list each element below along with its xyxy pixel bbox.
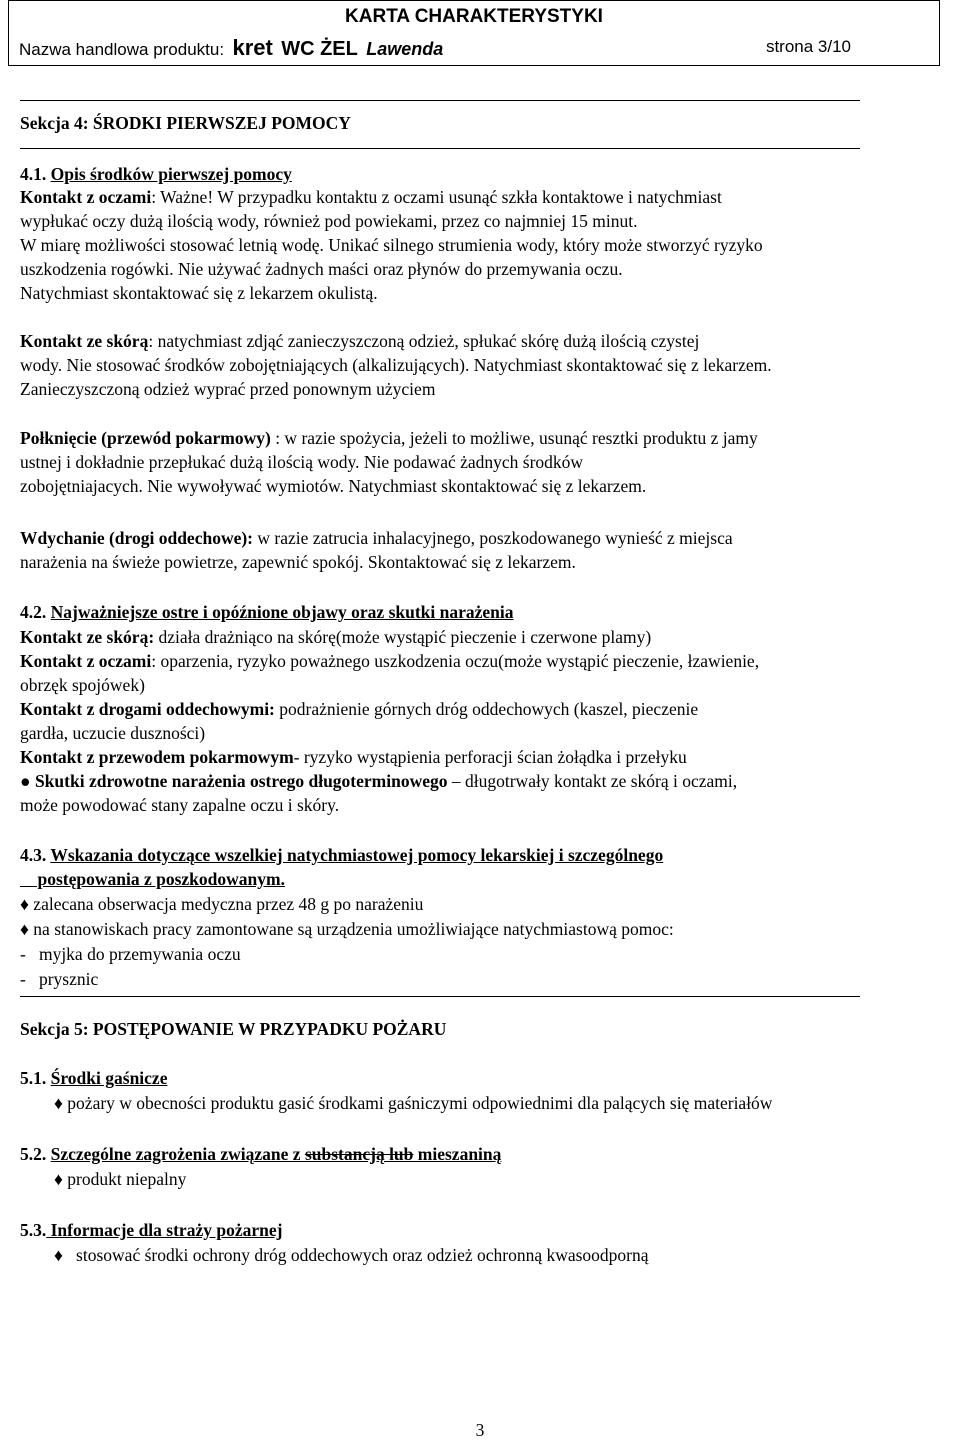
skin-label: Kontakt ze skórą [20, 331, 149, 351]
eyes-line-2: wypłukać oczy dużą ilością wody, również pod powiekami, przez co najmniej 15 minut. [20, 211, 638, 231]
document-title: KARTA CHARAKTERYSTYKI [345, 6, 603, 27]
divider [20, 996, 860, 997]
s42-resp-line-1: Kontakt z drogami oddechowymi: podrażnienie górnych dróg oddechowych (kaszel, pieczenie [20, 699, 699, 719]
skin-line-1: Kontakt ze skórą: natychmiast zdjąć zanieczyszczoną odzież, spłukać skórę dużą ilością czystej [20, 331, 700, 351]
subsection-4-1: 4.1. Opis środków pierwszej pomocy [20, 164, 292, 184]
s42-long-line-2: może powodować stany zapalne oczu i skóry. [20, 795, 340, 815]
subsection-4-2: 4.2. Najważniejsze ostre i opóźnione objawy oraz skutki narażenia [20, 602, 514, 622]
page-number: 3 [475, 1420, 485, 1440]
s43-bullet-2: ♦ na stanowiskach pracy zamontowane są urządzenia umożliwiające natychmiastową pomoc: [20, 919, 674, 939]
s42-long-line-1: ● Skutki zdrowotne narażenia ostrego długoterminowego – długotrwały kontakt ze skórą i oczami, [20, 771, 738, 791]
s52-bullet: ♦ produkt niepalny [54, 1169, 187, 1189]
subsection-5-3-title: Informacje dla straży pożarnej [46, 1220, 283, 1240]
section-4-title: Sekcja 4: ŚRODKI PIERWSZEJ POMOCY [20, 113, 351, 133]
divider [20, 100, 860, 101]
eyes-label: Kontakt z oczami [20, 187, 152, 207]
product-type: WC ŻEL [281, 38, 358, 60]
eyes-line-3: W miarę możliwości stosować letnią wodę. Unikać silnego strumienia wody, który może stworzyć ryzyko [20, 235, 763, 255]
eyes-line-4: uszkodzenia rogówki. Nie używać żadnych maści oraz płynów do przemywania oczu. [20, 259, 623, 279]
subsection-5-3: 5.3. Informacje dla straży pożarnej [20, 1220, 283, 1240]
swallow-line-2: ustnej i dokładnie przepłukać dużą ilością wody. Nie podawać żadnych środków [20, 452, 584, 472]
document-header [8, 0, 940, 66]
skin-line-3: Zanieczyszczoną odzież wyprać przed ponownym użyciem [20, 379, 436, 399]
s42-eyes-line-2: obrzęk spojówek) [20, 675, 145, 695]
s51-bullet: ♦ pożary w obecności produktu gasić środkami gaśniczymi odpowiednimi dla palących się materiałów [54, 1093, 773, 1113]
eyes-line-1: Kontakt z oczami: Ważne! W przypadku kontaktu z oczami usunąć szkła kontaktowe i natychmiast [20, 187, 722, 207]
inhalation-line-1: Wdychanie (drogi oddechowe): w razie zatrucia inhalacyjnego, poszkodowanego wynieść z miejsca [20, 528, 733, 548]
swallow-line-3: zobojętniajacych. Nie wywoływać wymiotów. Natychmiast skontaktować się z lekarzem. [20, 476, 647, 496]
page-indicator: strona 3/10 [765, 37, 851, 56]
product-brand: kret [232, 35, 273, 60]
s42-gi-line: Kontakt z przewodem pokarmowym- ryzyko wystąpienia perforacji ścian żołądka i przełyku [20, 747, 687, 767]
subsection-4-3: 4.3. Wskazania dotyczące wszelkiej natychmiastowej pomocy lekarskiej i szczególnego [20, 845, 664, 865]
s53-bullet: ♦ stosować środki ochrony dróg oddechowych oraz odzież ochronną kwasoodporną [54, 1245, 649, 1265]
subsection-4-3-title-2: postępowania z poszkodowanym. [20, 869, 285, 889]
section-5-title: Sekcja 5: POSTĘPOWANIE W PRZYPADKU POŻARU [20, 1019, 447, 1039]
swallow-label: Połknięcie (przewód pokarmowy) [20, 428, 271, 448]
divider [20, 148, 860, 149]
s42-resp-line-2: gardła, uczucie duszności) [20, 723, 206, 743]
product-label: Nazwa handlowa produktu: [19, 40, 225, 59]
inhalation-label: Wdychanie (drogi oddechowe): [20, 528, 254, 548]
product-variant: Lawenda [366, 39, 444, 59]
eyes-line-5: Natychmiast skontaktować się z lekarzem okulistą. [20, 283, 378, 303]
skin-line-2: wody. Nie stosować środków zobojętniających (alkalizujących). Natychmiast skontaktować się z lekarzem. [20, 355, 772, 375]
s42-skin-line: Kontakt ze skórą: działa drażniąco na skórę(może wystąpić pieczenie i czerwone plamy) [20, 627, 652, 647]
subsection-4-3-title: Wskazania dotyczące wszelkiej natychmiastowej pomocy lekarskiej i szczególnego [50, 845, 664, 865]
product-name-row [19, 35, 929, 59]
s42-eyes-line-1: Kontakt z oczami: oparzenia, ryzyko poważnego uszkodzenia oczu(może wystąpić pieczenie, łzawienie, [20, 651, 760, 671]
s43-bullet-1: ♦ zalecana obserwacja medyczna przez 48 g po narażeniu [20, 894, 424, 914]
inhalation-line-2: narażenia na świeże powietrze, zapewnić spokój. Skontaktować się z lekarzem. [20, 552, 576, 572]
subsection-5-1-title: Środki gaśnicze [50, 1068, 168, 1088]
subsection-5-2: 5.2. Szczególne zagrożenia związane z substancją lub mieszaniną [20, 1144, 502, 1164]
subsection-5-1: 5.1. Środki gaśnicze [20, 1068, 168, 1088]
subsection-4-2-title: Najważniejsze ostre i opóźnione objawy oraz skutki narażenia [50, 602, 514, 622]
s43-dash-2: - prysznic [20, 969, 99, 989]
struck-text: substancją lub [304, 1144, 414, 1164]
s43-dash-1: - myjka do przemywania oczu [20, 944, 241, 964]
subsection-4-1-title: Opis środków pierwszej pomocy [50, 164, 292, 184]
swallow-line-1: Połknięcie (przewód pokarmowy) : w razie spożycia, jeżeli to możliwe, usunąć resztki produktu z jamy [20, 428, 758, 448]
